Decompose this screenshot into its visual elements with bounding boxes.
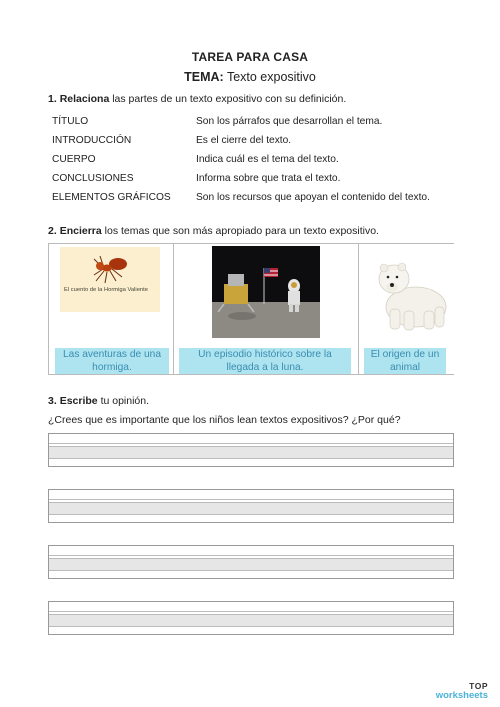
topworksheets-logo [436,681,488,701]
logo-top-text: TOP [469,681,488,691]
question-3-prompt: ¿Crees que es importante que los niños lean textos expositivos? ¿Por qué? [48,414,401,426]
column-divider [358,244,359,374]
ant-icon [60,247,160,312]
logo-bottom-text: worksheets [435,690,488,701]
option-line: El origen de un [370,349,440,360]
writing-guide-band [49,446,453,459]
topic-line [0,70,500,84]
option-moon-landing[interactable] [179,348,351,374]
answer-line-box[interactable] [48,601,454,635]
answer-line-box[interactable] [48,489,454,523]
option-line: llegada a la luna. [226,361,304,373]
column-divider [173,244,174,374]
topic-value: Texto expositivo [226,70,316,84]
term-label[interactable]: TÍTULO [52,116,89,127]
moon-landing-image [212,246,320,338]
topic-options-table [48,243,454,375]
topic-label: TEMA: [184,70,224,84]
question-1-keyword: Relaciona [59,93,110,105]
option-animal-origin[interactable] [364,348,446,374]
definition-label[interactable]: Son los párrafos que desarrollan el tema. [196,116,383,127]
matching-row[interactable] [52,188,472,207]
ant-image-caption: El cuento de la Hormiga Valiente [64,287,148,293]
question-1-number: 1. [48,93,57,105]
writing-guide-line [49,555,453,556]
matching-row[interactable] [52,112,472,131]
option-ant-adventures[interactable] [55,348,169,374]
answer-line-box[interactable] [48,433,454,467]
question-2-keyword: Encierra [59,225,102,237]
matching-row[interactable] [52,150,472,169]
writing-guide-band [49,502,453,515]
option-line: Las aventuras de una [63,349,161,360]
question-2-text: los temas que son más apropiado para un texto expositivo. [104,225,379,237]
writing-guide-line [49,443,453,444]
worksheet-title: TAREA PARA CASA [191,50,309,64]
writing-guide-band [49,558,453,571]
option-line: animal [389,361,420,373]
definition-label[interactable]: Indica cuál es el tema del texto. [196,154,339,165]
question-3-text: tu opinión. [100,395,150,407]
question-1-heading [48,93,346,105]
writing-guide-line [49,499,453,500]
answer-line-box[interactable] [48,545,454,579]
term-label[interactable]: CONCLUSIONES [52,173,134,184]
polar-bear-image [372,249,452,334]
matching-row[interactable] [52,169,472,188]
definition-label[interactable]: Informa sobre que trata el texto. [196,173,341,184]
term-label[interactable]: ELEMENTOS GRÁFICOS [52,192,171,203]
question-2-heading [48,225,379,237]
matching-list [52,112,472,207]
definition-label[interactable]: Son los recursos que apoyan el contenido del texto. [196,192,430,203]
question-1-text: las partes de un texto expositivo con su definición. [112,93,347,105]
writing-guide-line [49,611,453,612]
question-3-number: 3. [48,395,57,407]
option-line: Un episodio histórico sobre la [198,349,332,360]
option-line: hormiga. [92,361,132,373]
writing-guide-band [49,614,453,627]
ant-story-image [60,247,160,312]
question-2-number: 2. [48,225,57,237]
term-label[interactable]: CUERPO [52,154,96,165]
term-label[interactable]: INTRODUCCIÓN [52,135,132,146]
definition-label[interactable]: Es el cierre del texto. [196,135,292,146]
question-3-heading [48,395,149,407]
question-3-keyword: Escribe [59,395,98,407]
matching-row[interactable] [52,131,472,150]
